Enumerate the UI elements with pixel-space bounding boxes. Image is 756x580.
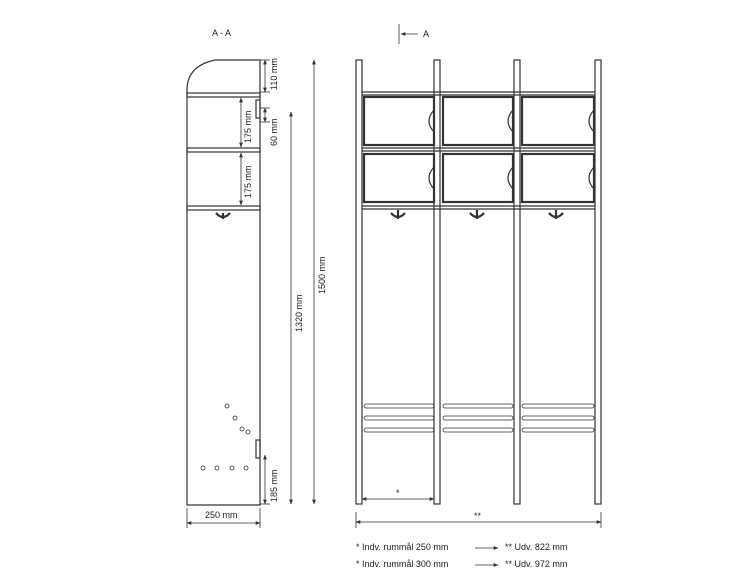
section-marker-label: A — [423, 29, 430, 39]
box-upper-1 — [364, 97, 434, 145]
legend-row-1-left: * Indv. rummål 250 mm — [356, 542, 449, 552]
front-view — [356, 24, 601, 528]
post-4 — [595, 60, 601, 504]
shelf-board-bottom — [187, 206, 260, 210]
box-upper-3 — [522, 97, 594, 145]
coat-hook-icon — [391, 210, 405, 219]
coat-hook-icon — [549, 210, 563, 219]
post-1 — [356, 60, 362, 504]
coat-hook-icon — [216, 213, 230, 219]
box-lower-3 — [522, 154, 594, 202]
legend-row-2-left: * Indv. rummål 300 mm — [356, 559, 449, 569]
box-upper-2 — [443, 97, 513, 145]
legend-row-1-right: ** Udv. 822 mm — [505, 542, 568, 552]
dim-shelf-upper-label: 175 mm — [243, 110, 253, 143]
dim-slot-label: 60 mm — [269, 118, 279, 146]
section-title: A - A — [212, 28, 232, 38]
box-lower-2 — [443, 154, 513, 202]
legend — [356, 542, 567, 569]
box-lower-1 — [364, 154, 434, 202]
section-view — [187, 28, 327, 528]
dim-shelf-lower-label: 175 mm — [243, 165, 253, 198]
dim-depth-label: 250 mm — [205, 510, 238, 520]
shoe-rack-holes — [201, 404, 250, 470]
shelf-board-top — [187, 93, 260, 97]
inner-width-marker: * — [396, 488, 400, 498]
legend-row-2-right: ** Udv. 972 mm — [505, 559, 568, 569]
dim-total-height-label: 1500 mm — [317, 256, 327, 294]
dim-bottom-label: 185 mm — [269, 469, 279, 502]
dim-inner-height-label: 1320 mm — [294, 294, 304, 332]
post-3 — [514, 60, 520, 504]
dim-top-label: 110 mm — [269, 58, 279, 90]
shoe-rails — [364, 404, 594, 432]
coat-hook-icon — [470, 210, 484, 219]
outer-width-marker: ** — [474, 511, 482, 521]
shelf-board-middle — [187, 148, 260, 152]
